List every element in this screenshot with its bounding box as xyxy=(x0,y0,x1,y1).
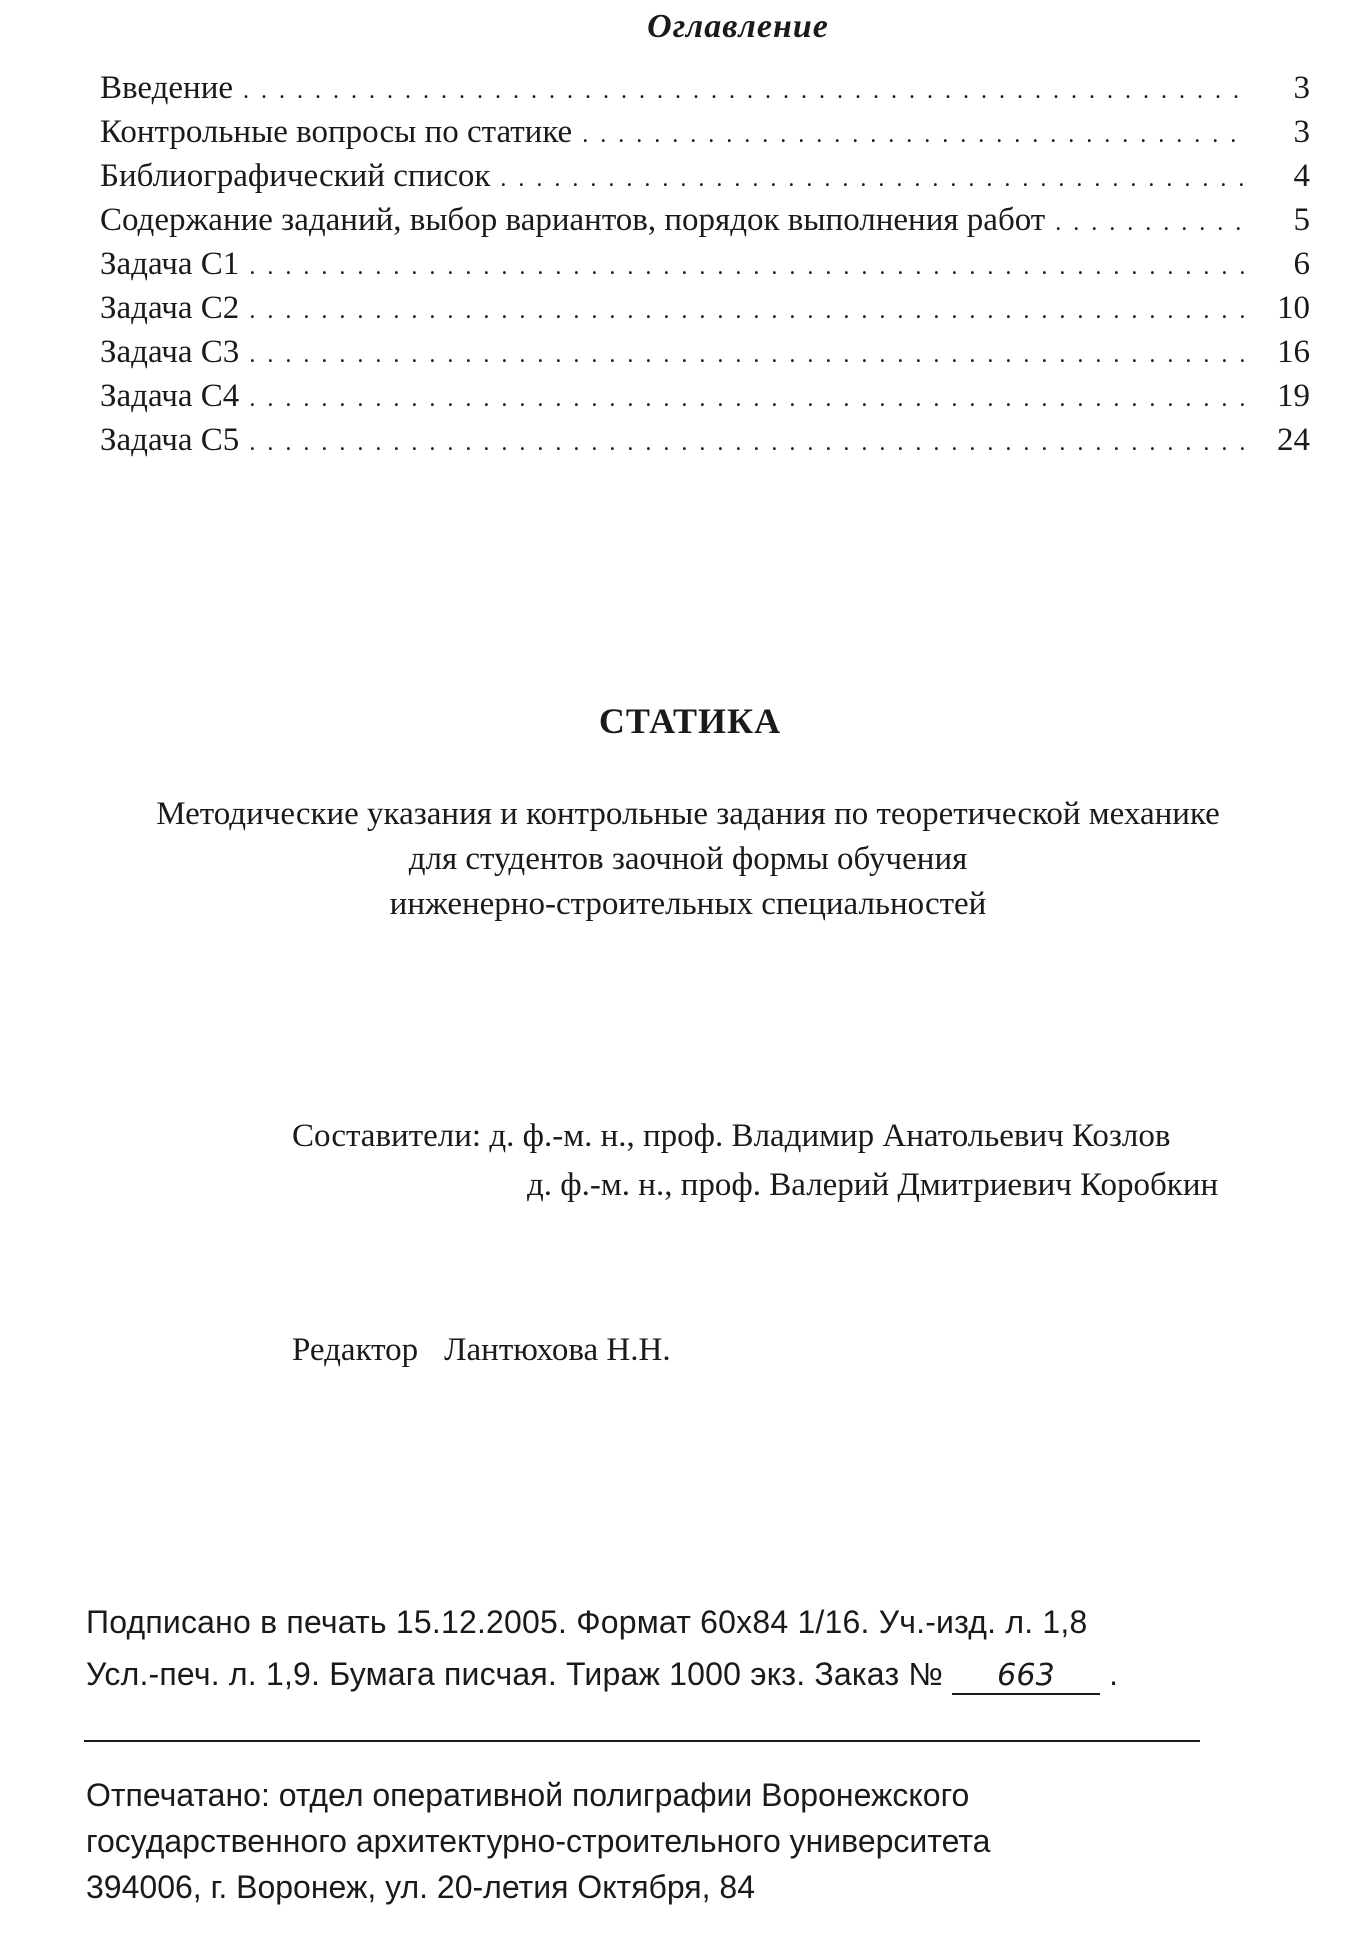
toc-item-page: 3 xyxy=(1293,70,1310,106)
toc-leader-dots xyxy=(249,342,1248,369)
imprint-block xyxy=(86,1596,1336,1700)
compilers-label: Составители: xyxy=(292,1118,482,1154)
toc-item-label: Введение xyxy=(100,70,234,106)
toc-item-page: 24 xyxy=(1277,422,1310,458)
toc-leader-dots xyxy=(249,386,1248,413)
printed-by-line: государственного архитектурно-строительного университета xyxy=(86,1823,991,1859)
document-title: СТАТИКА xyxy=(598,701,782,741)
toc-item-page: 19 xyxy=(1277,378,1310,414)
toc-item[interactable] xyxy=(100,158,1310,202)
toc-item-label: Задача С4 xyxy=(100,378,240,414)
table-of-contents xyxy=(100,70,1310,466)
compiler-name: д. ф.-м. н., проф. Владимир Анатольевич Козлов xyxy=(489,1118,1171,1154)
imprint-line-2-text: Усл.-печ. л. 1,9. Бумага писчая. Тираж 1000 экз. Заказ № xyxy=(86,1656,943,1692)
toc-leader-dots xyxy=(500,166,1248,193)
toc-item-label: Библиографический список xyxy=(100,158,491,194)
toc-leader-dots xyxy=(249,254,1248,281)
compilers-line-2 xyxy=(292,1161,1342,1210)
printed-by-line: Отпечатано: отдел оперативной полиграфии Воронежского xyxy=(86,1777,970,1813)
toc-leader-dots xyxy=(249,298,1248,325)
imprint-line-1: Подписано в печать 15.12.2005. Формат 60х84 1/16. Уч.-изд. л. 1,8 xyxy=(86,1604,1088,1640)
subtitle-line: инженерно-строительных специальностей xyxy=(389,886,987,922)
divider-line xyxy=(84,1740,1200,1742)
compilers-block xyxy=(292,1112,1342,1210)
toc-item-label: Содержание заданий, выбор вариантов, порядок выполнения работ xyxy=(100,202,1046,238)
toc-item-page: 16 xyxy=(1277,334,1310,370)
editor-block xyxy=(292,1332,671,1369)
toc-item-label: Задача С3 xyxy=(100,334,240,370)
editor-label: Редактор xyxy=(292,1332,419,1368)
toc-title: Оглавление xyxy=(647,8,829,45)
toc-item[interactable] xyxy=(100,202,1310,246)
imprint-line-2-end: . xyxy=(1109,1656,1119,1692)
printed-by-line: 394006, г. Воронеж, ул. 20-летия Октября, 84 xyxy=(86,1869,755,1905)
toc-leader-dots xyxy=(243,78,1248,105)
compilers-line-1 xyxy=(292,1112,1342,1161)
toc-item[interactable] xyxy=(100,70,1310,114)
toc-leader-dots xyxy=(582,122,1248,149)
subtitle-line: Методические указания и контрольные задания по теоретической механике xyxy=(156,796,1220,832)
toc-item-page: 6 xyxy=(1293,246,1310,282)
toc-item-label: Контрольные вопросы по статике xyxy=(100,114,573,150)
order-number: 663 xyxy=(952,1659,1100,1695)
toc-item-page: 3 xyxy=(1293,114,1310,150)
toc-item-page: 5 xyxy=(1293,202,1310,238)
toc-item[interactable] xyxy=(100,378,1310,422)
imprint-line-2 xyxy=(86,1648,1336,1700)
toc-item[interactable] xyxy=(100,290,1310,334)
toc-item-label: Задача С5 xyxy=(100,422,240,458)
toc-item-page: 10 xyxy=(1277,290,1310,326)
toc-item[interactable] xyxy=(100,246,1310,290)
toc-leader-dots xyxy=(249,430,1248,457)
toc-item[interactable] xyxy=(100,114,1310,158)
subtitle-line: для студентов заочной формы обучения xyxy=(408,841,968,877)
toc-leader-dots xyxy=(1055,210,1248,237)
printed-by-block xyxy=(86,1772,1336,1910)
compiler-name: д. ф.-м. н., проф. Валерий Дмитриевич Коробкин xyxy=(527,1167,1219,1203)
toc-item-label: Задача С1 xyxy=(100,246,240,282)
toc-item[interactable] xyxy=(100,422,1310,466)
toc-item-page: 4 xyxy=(1293,158,1310,194)
document-subtitle xyxy=(40,792,1336,927)
toc-item-label: Задача С2 xyxy=(100,290,240,326)
toc-item[interactable] xyxy=(100,334,1310,378)
editor-name: Лантюхова Н.Н. xyxy=(444,1332,671,1368)
